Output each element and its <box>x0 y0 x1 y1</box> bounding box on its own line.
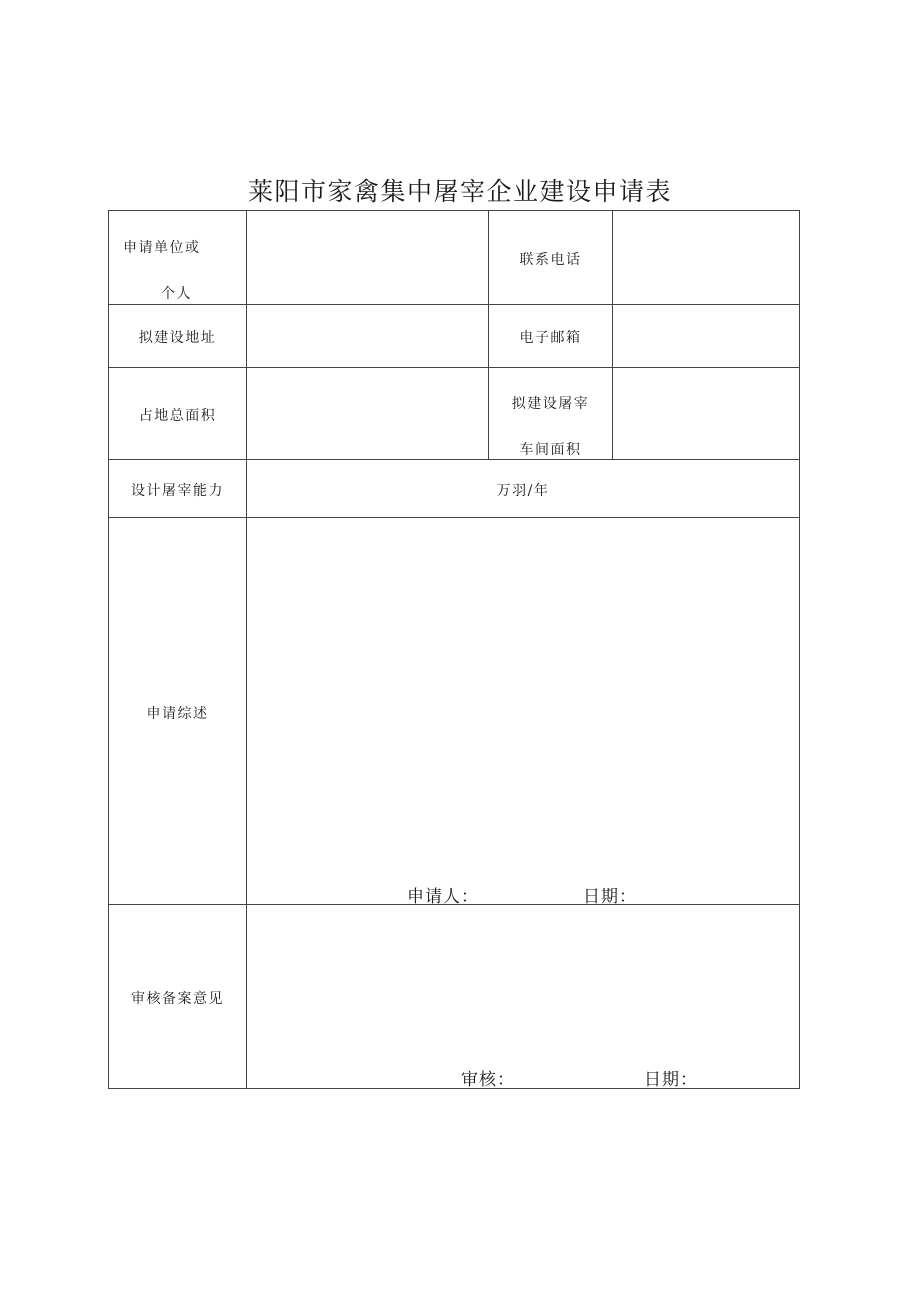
phone-label: 联系电话 <box>519 252 582 268</box>
workshop-area-label-line2: 车间面积 <box>519 442 582 458</box>
reviewer-signature-label: 审核： <box>461 1070 515 1090</box>
application-form-table <box>108 210 800 1089</box>
summary-text-area[interactable] <box>247 518 799 878</box>
review-label: 审核备案意见 <box>131 991 224 1007</box>
total-area-label: 占地总面积 <box>138 408 217 424</box>
row-divider <box>109 459 799 460</box>
capacity-unit: 万羽/年 <box>496 483 550 499</box>
workshop-area-label-line1: 拟建设屠宰 <box>511 396 590 412</box>
email-value-field[interactable] <box>613 305 799 367</box>
review-date-label: 日期： <box>644 1070 698 1090</box>
applicant-signature-label: 申请人： <box>407 887 479 907</box>
form-title: 莱阳市家禽集中屠宰企业建设申请表 <box>247 177 672 206</box>
address-value-field[interactable] <box>247 305 488 367</box>
total-area-value-field[interactable] <box>247 368 488 459</box>
phone-value-field[interactable] <box>613 211 799 304</box>
workshop-area-value-field[interactable] <box>613 368 799 459</box>
email-label: 电子邮箱 <box>519 330 582 346</box>
address-label: 拟建设地址 <box>138 330 217 346</box>
applicant-label-line1: 申请单位或 <box>123 240 201 256</box>
capacity-label: 设计屠宰能力 <box>131 483 224 499</box>
applicant-value-field[interactable] <box>247 211 488 304</box>
summary-label: 申请综述 <box>146 706 209 722</box>
summary-date-label: 日期： <box>583 887 637 907</box>
applicant-label-line2: 个人 <box>161 286 192 302</box>
review-text-area[interactable] <box>247 905 799 1055</box>
